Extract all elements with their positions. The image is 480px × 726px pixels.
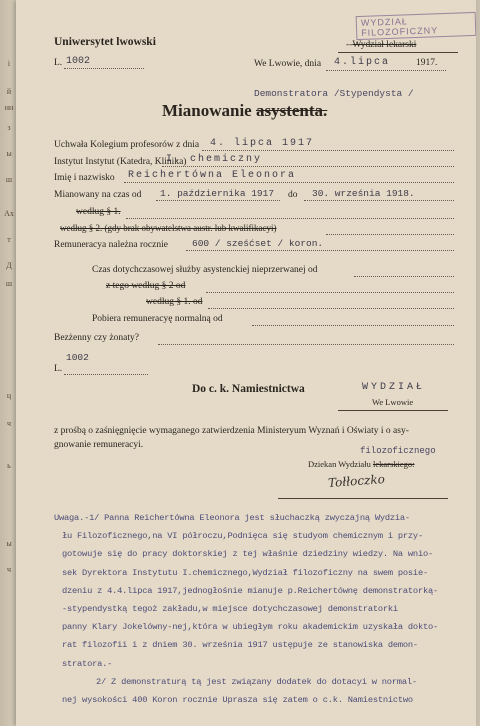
number-value: 1002 <box>66 56 91 67</box>
university-name: Uniwersytet lwowski <box>54 36 156 48</box>
note-line: panny Klary Jokelówny-nej,która w ubiegłym roku akademickim uzyskała dokto- <box>62 622 439 633</box>
number-label: L. <box>54 58 63 68</box>
resolution-label: Uchwała Kolegium profesorów z dnia <box>54 140 200 150</box>
second-number-label: L. <box>54 364 63 374</box>
document-page <box>16 0 476 726</box>
appointed-from: 1. października 1917 <box>160 188 275 199</box>
address-city: We Lwowie <box>372 397 414 407</box>
note-line: Uwaga.-1/ Panna Reichertówna Eleonora jest słuchaczką zwyczajną Wydzia- <box>54 513 410 523</box>
note-line: sek Dyrektora Instytutu I.chemicznego,Wydział filozoficzny na swem posie- <box>62 567 428 578</box>
note-line: rat filozofii i z dniem 30. września 1917 ustępuje ze stanowiska demon- <box>62 640 418 651</box>
institute-value: I. chemiczny <box>166 154 263 165</box>
address-heading: Do c. k. Namiestnictwa <box>192 383 305 395</box>
faculty-stamp: WYDZIAŁ FILOZOFICZNY <box>356 12 476 40</box>
dean-label: Dziekan Wydziału lekarskiego: <box>308 459 415 469</box>
resolution-value: 4. lipca 1917 <box>210 138 315 149</box>
service-p2-label: z tego według § 2 od <box>106 281 186 291</box>
year-suffix: 1917. <box>416 58 438 68</box>
note-line: gotowuje się do pracy doktorskiej z tej właśnie dziedziny wiedzy. Na wnio- <box>62 549 433 560</box>
paragraph2-label: według § 2. (gdy brak obywatelstwa austr. lub kwalifikacyi) <box>60 223 277 233</box>
salary-label: Remuneracya należna rocznie <box>54 240 168 250</box>
page-title: Mianowanie asystenta. <box>162 101 328 120</box>
dean-faculty-typed: filozoficznego <box>360 446 436 456</box>
note-line: nej wysokości 400 Koron rocznie Uprasza się zatem o c.k. Namiestnictwo <box>62 695 413 705</box>
note-line: łu Filozoficznego,na VI półroczu,Podnięca się studyom chemicznym i przy- <box>62 531 423 542</box>
institute-label: Instytut Instytut (Katedra, Klinika) <box>54 157 187 167</box>
date-typed: 4.lipca <box>334 57 391 68</box>
note-line: dzeniu z 4.4.lipca 1917,jednogłośnie mianuje p.Reichertównę demonstratorką- <box>62 585 439 596</box>
service-label: Czas dotychczasowej służby asystenckiej nieprzerwanej od <box>92 265 318 275</box>
appointed-to: 30. września 1918. <box>312 188 415 199</box>
appointed-label: Mianowany na czas od <box>54 190 142 200</box>
name-value: Reichertówna Eleonora <box>128 170 297 181</box>
note-line: 2/ Z demonstraturą tą jest związany dodatek do dotacyi w normal- <box>96 676 417 687</box>
binding-spine: i й ин з ы ш Ах т Д ш ц ч ь ы ч <box>0 0 18 726</box>
faculty-struck-label: --Wydział lekarski <box>346 40 417 50</box>
normal-remuneration-label: Pobiera remuneracyę normalną od <box>92 314 223 324</box>
request-line-1: z prośbą o zaśnięgnięcie wymaganego zatwierdzenia Ministeryum Wyznań i Oświaty i o asy- <box>54 426 409 436</box>
appointed-to-label: do <box>288 190 298 200</box>
note-line: stratora.- <box>62 658 113 669</box>
service-p1-label: według § 1. od <box>146 297 203 307</box>
place-date-label: We Lwowie, dnia <box>254 59 322 69</box>
name-label: Imię i nazwisko <box>54 173 115 183</box>
unmarried-label: Bezżenny czy żonaty? <box>54 333 139 343</box>
second-number-value: 1002 <box>66 352 89 363</box>
salary-value: 600 / sześćset / koron. <box>192 238 324 249</box>
note-line: -stypendystką tegoż zakładu,w miejsce dotychczasowej demonstratorki <box>62 604 398 614</box>
address-stamp: WYDZIAŁ <box>362 382 426 393</box>
request-line-2: gnowanie remuneracyi. <box>54 440 144 450</box>
dean-signature: Tołłoczko <box>327 472 386 490</box>
title-handwritten: Demonstratora /Stypendysta / <box>254 88 414 99</box>
title-struck-word: asystenta. <box>255 101 328 120</box>
paragraph1-label: według § 1. <box>76 207 121 217</box>
